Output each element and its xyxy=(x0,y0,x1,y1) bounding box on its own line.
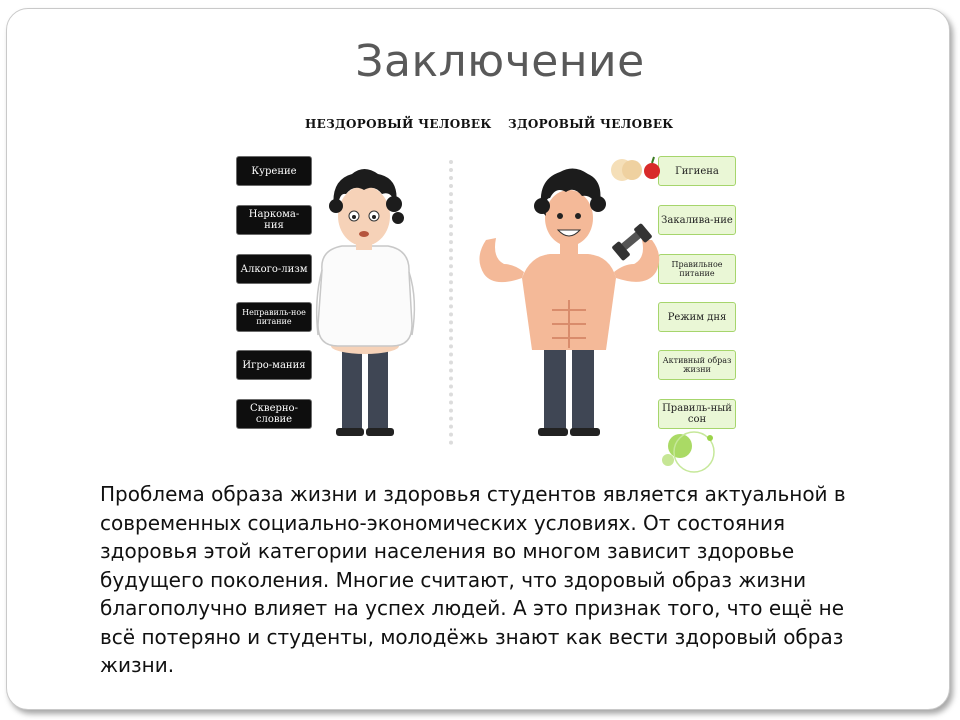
healthy-person-illustration xyxy=(470,160,670,438)
healthy-label-routine: Режим дня xyxy=(658,302,736,332)
unhealthy-label-smoking: Курение xyxy=(236,156,312,186)
healthy-heading: ЗДОРОВЫЙ ЧЕЛОВЕК xyxy=(508,117,674,131)
healthy-label-diet: Правильное питание xyxy=(658,254,736,284)
decorative-bubbles-icon xyxy=(650,420,740,480)
unhealthy-label-alcohol: Алкого-лизм xyxy=(236,254,312,284)
healthy-label-sleep: Правиль-ный сон xyxy=(658,399,736,429)
fruit-icon xyxy=(610,154,660,184)
unhealthy-person-illustration xyxy=(312,160,422,438)
unhealthy-label-swearing: Скверно-словие xyxy=(236,399,312,429)
healthy-label-active: Активный образ жизни xyxy=(658,350,736,380)
unhealthy-label-drugs: Наркома-ния xyxy=(236,205,312,235)
center-divider xyxy=(449,160,453,445)
unhealthy-label-bad-diet: Неправиль-ное питание xyxy=(236,302,312,332)
unhealthy-label-gaming: Игро-мания xyxy=(236,350,312,380)
conclusion-paragraph: Проблема образа жизни и здоровья студентов является актуальной в современных социально-экономических условиях. От состояния здоровья этой категории населения во многом зависит здоровье будущего поколения. Многие считают, что здоровый образ жизни благополучно влияет на успех людей. А это признак того, что ещё не всё потеряно и студенты, молодёжь знают как вести здоровый образ жизни. xyxy=(100,482,846,677)
unhealthy-heading: НЕЗДОРОВЫЙ ЧЕЛОВЕК xyxy=(305,117,492,131)
healthy-label-hardening: Закалива-ние xyxy=(658,205,736,235)
healthy-label-hygiene: Гигиена xyxy=(658,156,736,186)
slide-title: Заключение xyxy=(355,36,645,87)
